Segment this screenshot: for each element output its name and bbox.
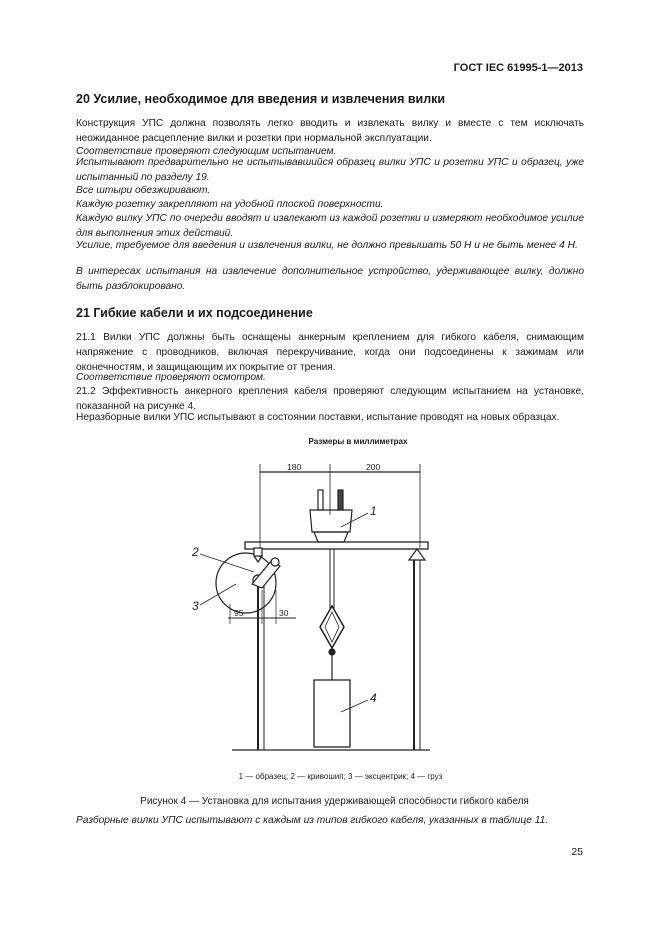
callout-1: 1 (370, 504, 377, 518)
callout-3: 3 (192, 599, 199, 613)
section-21-para-3: 21.2 Эффективность анкерного крепления кабеля проверяют следующим испытанием на установке, показанной на рисунке 4. (76, 386, 584, 412)
section-20-para-7: Усилие, требуемое для введения и извлечения вилки, не должно превышать 50 Н и не быть менее 4 Н. (76, 240, 578, 251)
plug-base (314, 532, 348, 542)
figure-units: Размеры в миллиметрах (308, 437, 408, 446)
section-21-title: 21 Гибкие кабели и их подсоединение (76, 306, 313, 320)
cable-hook (329, 649, 335, 655)
leader-2 (200, 554, 254, 572)
dim-200-label: 200 (366, 462, 381, 472)
section-20-para-1-text: Конструкция УПС должна позволять легко вводить и извлекать вилку и вместе с тем исключать неожиданное расцепление вилки и розетки при нормальной эксплуатации. (76, 118, 584, 144)
dim-30-label: 30 (279, 608, 289, 618)
crank-end (271, 558, 279, 566)
section-20-para-8: В интересах испытания на извлечение дополнительное устройство, удерживающее вилку, должно быть разблокировано. (76, 266, 584, 292)
callout-2: 2 (192, 545, 199, 559)
after-figure-text: Разборные вилки УПС испытывают с каждым из типов гибкого кабеля, указанных в таблице 11. (76, 815, 549, 826)
page-number: 25 (571, 846, 583, 858)
section-20-para-5: Каждую розетку закрепляют на удобной плоской поверхности. (76, 199, 384, 210)
clamp-block (254, 548, 262, 556)
dim-95-label: 95 (234, 608, 244, 618)
plug-pin-left (318, 490, 323, 510)
plug-body (310, 510, 352, 532)
leader-1 (341, 513, 368, 527)
section-20-para-4: Все штыри обезжиривают. (76, 185, 211, 196)
right-pivot (409, 549, 425, 560)
weight-block (314, 680, 350, 747)
leader-3 (200, 584, 236, 605)
horizontal-beam (245, 542, 428, 549)
figure-caption: Рисунок 4 — Установка для испытания удерживающей способности гибкого кабеля (140, 796, 529, 807)
clamp-tip (254, 556, 262, 562)
plug-pin-right (338, 490, 343, 510)
section-21-para-2: Соответствие проверяют осмотром. (76, 372, 266, 383)
callout-4: 4 (370, 691, 377, 705)
section-20-title: 20 Усилие, необходимое для введения и извлечения вилки (76, 92, 446, 106)
cable-clamp-inner (325, 612, 339, 642)
section-20-para-3: Испытывают предварительно не испытывавшийся образец вилки УПС и розетки УПС и образец, уже испытанный по разделу 19. (76, 157, 584, 183)
figure-legend: 1 — образец; 2 — кривошип; 3 — эксцентрик; 4 — груз (238, 772, 443, 781)
section-20-para-2: Соответствие проверяют следующим испытанием. (76, 146, 337, 157)
section-21-para-1: 21.1 Вилки УПС должны быть оснащены анкерным креплением для гибкого кабеля, снимающим напряжение с проводников, включая перекручивание, когда они подсоединены к зажимам или оконечностям, и защищающим их покрытие от трения. (76, 332, 584, 373)
dim-180-label: 180 (287, 462, 302, 472)
standard-header: ГОСТ IEC 61995-1—2013 (453, 62, 583, 74)
leader-4 (341, 700, 368, 712)
section-21-para-4: Неразборные вилки УПС испытывают в состоянии поставки, испытание проводят на новых образцах. (76, 412, 560, 423)
section-20-para-6: Каждую вилку УПС по очереди вводят и извлекают из каждой розетки и измеряют необходимое усилие для выполнения этих действий. (76, 213, 584, 239)
